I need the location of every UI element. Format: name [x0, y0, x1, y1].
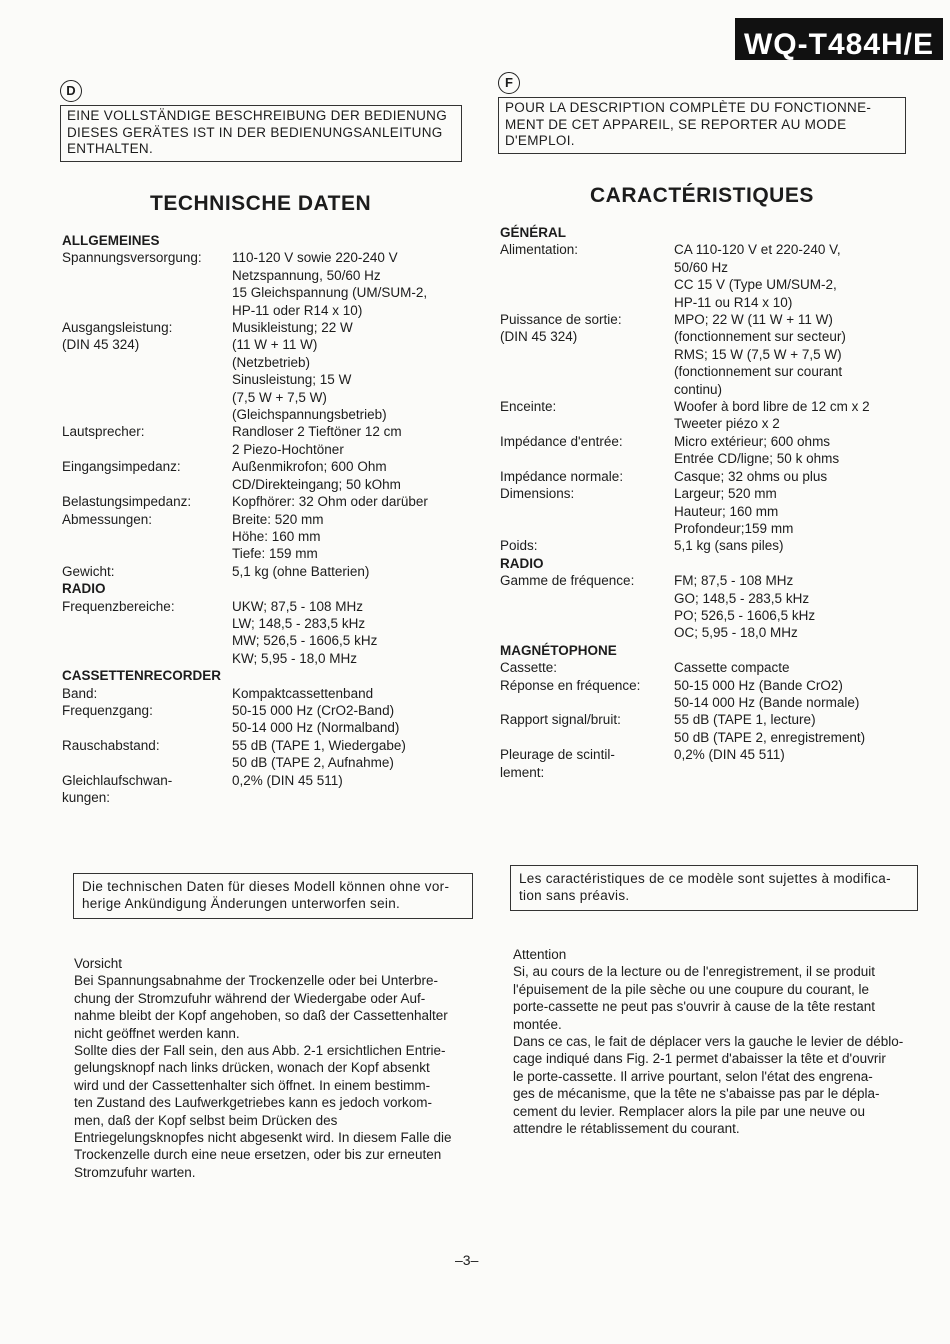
notice-line: Die technischen Daten für dieses Modell können ohne vor- [82, 879, 450, 894]
spec-row [62, 737, 472, 772]
spec-section-heading: CASSETTENRECORDER [62, 668, 222, 684]
spec-values [232, 319, 472, 336]
caution-line: cement du levier. Remplacer alors la pile par une neuve ou [513, 1103, 865, 1119]
spec-value: 15 Gleichspannung (UM/SUM-2, [232, 285, 428, 301]
spec-label: Gewicht: [62, 563, 115, 579]
language-mark-french: F [498, 72, 520, 94]
spec-value: Largeur; 520 mm [674, 486, 777, 502]
spec-values [232, 598, 472, 668]
spec-value: 50-14 000 Hz (Normalband) [232, 720, 400, 736]
spec-values [232, 702, 472, 737]
spec-row [500, 537, 920, 554]
spec-label: lement: [500, 764, 545, 780]
caution-line: cage indiqué dans Fig. 2-1 permet d'abaisser la tête et d'ouvrir [513, 1051, 886, 1067]
spec-row [500, 311, 920, 328]
spec-values [232, 737, 472, 772]
caution-line: Trockenzelle durch eine neue ersetzen, oder bis zur erneuten [74, 1147, 442, 1163]
spec-label: Gleichlaufschwan- [62, 772, 173, 788]
caution-line: le porte-cassette. Il arrive pourtant, selon l'état des engrena- [513, 1068, 873, 1084]
caution-line: gelungsknopf nach links drücken, wonach der Kopf absenkt [74, 1060, 430, 1076]
spec-value: CD/Direkteingang; 50 kOhm [232, 476, 401, 492]
model-number-badge: WQ-T484H/E [735, 18, 943, 60]
spec-row [500, 398, 920, 433]
spec-value: (Gleichspannungsbetrieb) [232, 407, 387, 423]
spec-label: (DIN 45 324) [500, 329, 578, 345]
spec-value: Musikleistung; 22 W [232, 320, 353, 336]
spec-row [500, 711, 920, 746]
spec-value: 55 dB (TAPE 1, lecture) [674, 712, 816, 728]
box-line: D'EMPLOI. [505, 133, 575, 148]
spec-value: 50-15 000 Hz (Bande CrO2) [674, 677, 843, 693]
spec-label: Eingangsimpedanz: [62, 459, 181, 475]
spec-values [674, 572, 920, 642]
spec-values [232, 772, 472, 789]
spec-values [674, 764, 920, 781]
french-notice-box [510, 865, 918, 911]
caution-line: Stromzufuhr warten. [74, 1164, 196, 1180]
spec-value: (Netzbetrieb) [232, 354, 311, 370]
spec-label: Réponse en fréquence: [500, 677, 641, 693]
caution-line: montée. [513, 1016, 562, 1032]
spec-value: PO; 526,5 - 1606,5 kHz [674, 607, 816, 623]
french-manual-reference-box [498, 97, 906, 154]
spec-value: HP-11 ou R14 x 10) [674, 294, 793, 310]
spec-label: Spannungsversorgung: [62, 250, 202, 266]
caution-line: ges de mécanisme, que la tête ne s'abaisse pas par le dépla- [513, 1086, 880, 1102]
spec-value: Entrée CD/ligne; 50 k ohms [674, 451, 840, 467]
spec-label: Impédance normale: [500, 468, 624, 484]
spec-row [500, 659, 920, 676]
spec-values [232, 789, 472, 806]
notice-line: herige Ankündigung Änderungen unterworfen sein. [82, 896, 401, 912]
spec-row [62, 685, 472, 702]
spec-value: Außenmikrofon; 600 Ohm [232, 459, 387, 475]
spec-value: 50-15 000 Hz (CrO2-Band) [232, 702, 395, 718]
spec-value: Casque; 32 ohms ou plus [674, 468, 828, 484]
caution-line: ten Zustand des Laufwerkgetriebes kann es jedoch vorkom- [74, 1095, 432, 1111]
spec-row [500, 572, 920, 642]
spec-values [232, 249, 472, 319]
spec-value: (fonctionnement sur secteur) [674, 329, 846, 345]
spec-values [674, 746, 920, 763]
spec-values [674, 433, 920, 468]
spec-value: Netzspannung, 50/60 Hz [232, 267, 381, 283]
spec-value: FM; 87,5 - 108 MHz [674, 573, 794, 589]
spec-value: Breite: 520 mm [232, 511, 324, 527]
spec-values [232, 511, 472, 563]
caution-line: wird und der Cassettenhalter sich öffnet. In einem bestimm- [74, 1077, 431, 1093]
spec-value: 0,2% (DIN 45 511) [674, 747, 785, 763]
spec-value: Micro extérieur; 600 ohms [674, 433, 831, 449]
caution-title: Vorsicht [74, 956, 123, 971]
box-line: DIESES GERÄTES IST IN DER BEDIENUNGSANLEITUNG [67, 124, 443, 140]
spec-row [500, 677, 920, 712]
spec-row [62, 789, 472, 806]
spec-label: Ausgangsleistung: [62, 320, 173, 336]
spec-value: Cassette compacte [674, 660, 790, 676]
spec-section-heading: MAGNÉTOPHONE [500, 642, 617, 658]
spec-value: Woofer à bord libre de 12 cm x 2 [674, 399, 870, 415]
caution-line: Si, au cours de la lecture ou de l'enregistrement, il se produit [513, 964, 876, 980]
spec-value: Tweeter piézo x 2 [674, 416, 780, 432]
spec-values [674, 398, 920, 433]
spec-label: Band: [62, 685, 98, 701]
spec-value: MW; 526,5 - 1606,5 kHz [232, 633, 378, 649]
box-line: POUR LA DESCRIPTION COMPLÈTE DU FONCTIONNE- [505, 100, 872, 115]
spec-value: (fonctionnement sur courant [674, 364, 843, 380]
spec-value: (11 W + 11 W) [232, 337, 318, 353]
caution-line: men, daß der Kopf selbst beim Drücken des [74, 1112, 338, 1128]
spec-value: RMS; 15 W (7,5 W + 7,5 W) [674, 346, 842, 362]
spec-value: Kompaktcassettenband [232, 685, 374, 701]
spec-row [62, 493, 472, 510]
spec-value: HP-11 oder R14 x 10) [232, 302, 363, 318]
spec-label: Pleurage de scintil- [500, 747, 615, 763]
spec-values [232, 458, 472, 493]
spec-label: (DIN 45 324) [62, 337, 140, 353]
spec-value: Höhe: 160 mm [232, 528, 321, 544]
caution-line: nicht geöffnet werden kann. [74, 1025, 240, 1041]
spec-label: Gamme de fréquence: [500, 573, 635, 589]
spec-label: Rauschabstand: [62, 737, 160, 753]
spec-value: Kopfhörer: 32 Ohm oder darüber [232, 494, 428, 510]
spec-row [62, 702, 472, 737]
spec-values [674, 468, 920, 485]
spec-values [674, 485, 920, 537]
caution-line: chung der Stromzufuhr während der Wiedergabe oder Auf- [74, 990, 426, 1006]
spec-values [674, 241, 920, 311]
spec-value: LW; 148,5 - 283,5 kHz [232, 615, 366, 631]
spec-section-heading: RADIO [500, 555, 544, 571]
spec-row [500, 328, 920, 398]
notice-line: tion sans préavis. [519, 888, 630, 904]
spec-row [500, 746, 920, 763]
spec-value: Sinusleistung; 15 W [232, 372, 352, 388]
german-specs-title: TECHNISCHE DATEN [150, 192, 372, 215]
spec-row [500, 241, 920, 311]
spec-values [674, 677, 920, 712]
caution-line: attendre le rétablissement du courant. [513, 1121, 740, 1137]
page-number: –3– [455, 1252, 479, 1268]
language-mark-german: D [60, 80, 82, 102]
spec-values [232, 685, 472, 702]
spec-value: 110-120 V sowie 220-240 V [232, 250, 398, 266]
spec-row [62, 772, 472, 789]
spec-values [674, 659, 920, 676]
spec-row [62, 319, 472, 336]
german-caution-section [74, 955, 484, 1181]
spec-label: Enceinte: [500, 399, 557, 415]
spec-label: Frequenzgang: [62, 702, 153, 718]
caution-line: nahme bleibt der Kopf angehoben, so daß der Cassettenhalter [74, 1008, 448, 1024]
spec-value: 5,1 kg (sans piles) [674, 538, 784, 554]
spec-section-heading: GÉNÉRAL [500, 225, 567, 240]
spec-section-heading: RADIO [62, 581, 106, 597]
spec-value: Tiefe: 159 mm [232, 546, 318, 562]
caution-line: l'épuisement de la pile sèche ou une coupure du courant, le [513, 981, 870, 997]
spec-row [500, 468, 920, 485]
spec-values [232, 563, 472, 580]
spec-row [500, 433, 920, 468]
spec-value: 2 Piezo-Hochtöner [232, 441, 344, 457]
german-manual-reference-box [60, 105, 462, 162]
spec-values [674, 537, 920, 554]
spec-row [62, 249, 472, 319]
spec-values [232, 336, 472, 423]
german-specs-list [62, 232, 472, 806]
spec-value: OC; 5,95 - 18,0 MHz [674, 625, 798, 641]
spec-value: 50 dB (TAPE 2, Aufnahme) [232, 755, 394, 771]
french-caution-section [513, 946, 925, 1137]
spec-value: UKW; 87,5 - 108 MHz [232, 598, 364, 614]
caution-line: Sollte dies der Fall sein, den aus Abb. 2-1 ersichtlichen Entrie- [74, 1043, 446, 1059]
spec-value: Randloser 2 Tieftöner 12 cm [232, 424, 402, 440]
spec-values [674, 311, 920, 328]
caution-title: Attention [513, 947, 567, 962]
spec-value: (7,5 W + 7,5 W) [232, 389, 327, 405]
spec-value: 50 dB (TAPE 2, enregistrement) [674, 729, 866, 745]
spec-value: Profondeur;159 mm [674, 520, 794, 536]
spec-label: Dimensions: [500, 486, 575, 502]
spec-label: Alimentation: [500, 242, 579, 258]
box-line: ENTHALTEN. [67, 141, 154, 156]
caution-line: Entriegelungsknopfes nicht abgesenkt wird. In diesem Falle die [74, 1130, 452, 1146]
spec-label: kungen: [62, 790, 111, 805]
caution-line: Dans ce cas, le fait de déplacer vers la gauche le levier de déblo- [513, 1034, 904, 1050]
spec-label: Lautsprecher: [62, 424, 145, 440]
spec-value: GO; 148,5 - 283,5 kHz [674, 590, 810, 606]
spec-row [62, 563, 472, 580]
spec-value: 5,1 kg (ohne Batterien) [232, 563, 370, 579]
spec-value: continu) [674, 381, 723, 397]
spec-row [62, 458, 472, 493]
spec-value: CC 15 V (Type UM/SUM-2, [674, 277, 837, 293]
spec-row [62, 511, 472, 563]
spec-value: 0,2% (DIN 45 511) [232, 772, 343, 788]
spec-label: Belastungsimpedanz: [62, 494, 192, 510]
spec-row [62, 336, 472, 423]
spec-label: Puissance de sortie: [500, 312, 622, 328]
spec-value: KW; 5,95 - 18,0 MHz [232, 650, 358, 666]
notice-line: Les caractéristiques de ce modèle sont sujettes à modifica- [519, 871, 891, 886]
caution-line: porte-cassette ne peut pas s'ouvrir à cause de la tête restant [513, 999, 876, 1015]
spec-label: Impédance d'entrée: [500, 433, 623, 449]
spec-value: MPO; 22 W (11 W + 11 W) [674, 312, 833, 328]
spec-label: Rapport signal/bruit: [500, 712, 621, 728]
spec-label: Cassette: [500, 660, 558, 676]
spec-section-heading: ALLGEMEINES [62, 233, 160, 248]
caution-line: Bei Spannungsabnahme der Trockenzelle oder bei Unterbre- [74, 973, 438, 989]
spec-value: 50-14 000 Hz (Bande normale) [674, 694, 860, 710]
spec-row [500, 485, 920, 537]
spec-value: CA 110-120 V et 220-240 V, [674, 242, 841, 258]
spec-value: 50/60 Hz [674, 259, 729, 275]
spec-value: 55 dB (TAPE 1, Wiedergabe) [232, 737, 406, 753]
spec-label: Poids: [500, 538, 538, 554]
french-specs-list [500, 224, 920, 781]
spec-values [232, 423, 472, 458]
spec-label: Abmessungen: [62, 511, 153, 527]
box-line: MENT DE CET APPAREIL, SE REPORTER AU MODE [505, 116, 847, 132]
spec-row [500, 764, 920, 781]
spec-values [674, 711, 920, 746]
spec-value: Hauteur; 160 mm [674, 503, 779, 519]
german-notice-box [73, 873, 473, 919]
box-line: EINE VOLLSTÄNDIGE BESCHREIBUNG DER BEDIENUNG [67, 108, 448, 123]
spec-row [62, 598, 472, 668]
spec-label: Frequenzbereiche: [62, 598, 175, 614]
spec-row [62, 423, 472, 458]
french-specs-title: CARACTÉRISTIQUES [590, 184, 814, 207]
spec-values [674, 328, 920, 398]
spec-values [232, 493, 472, 510]
